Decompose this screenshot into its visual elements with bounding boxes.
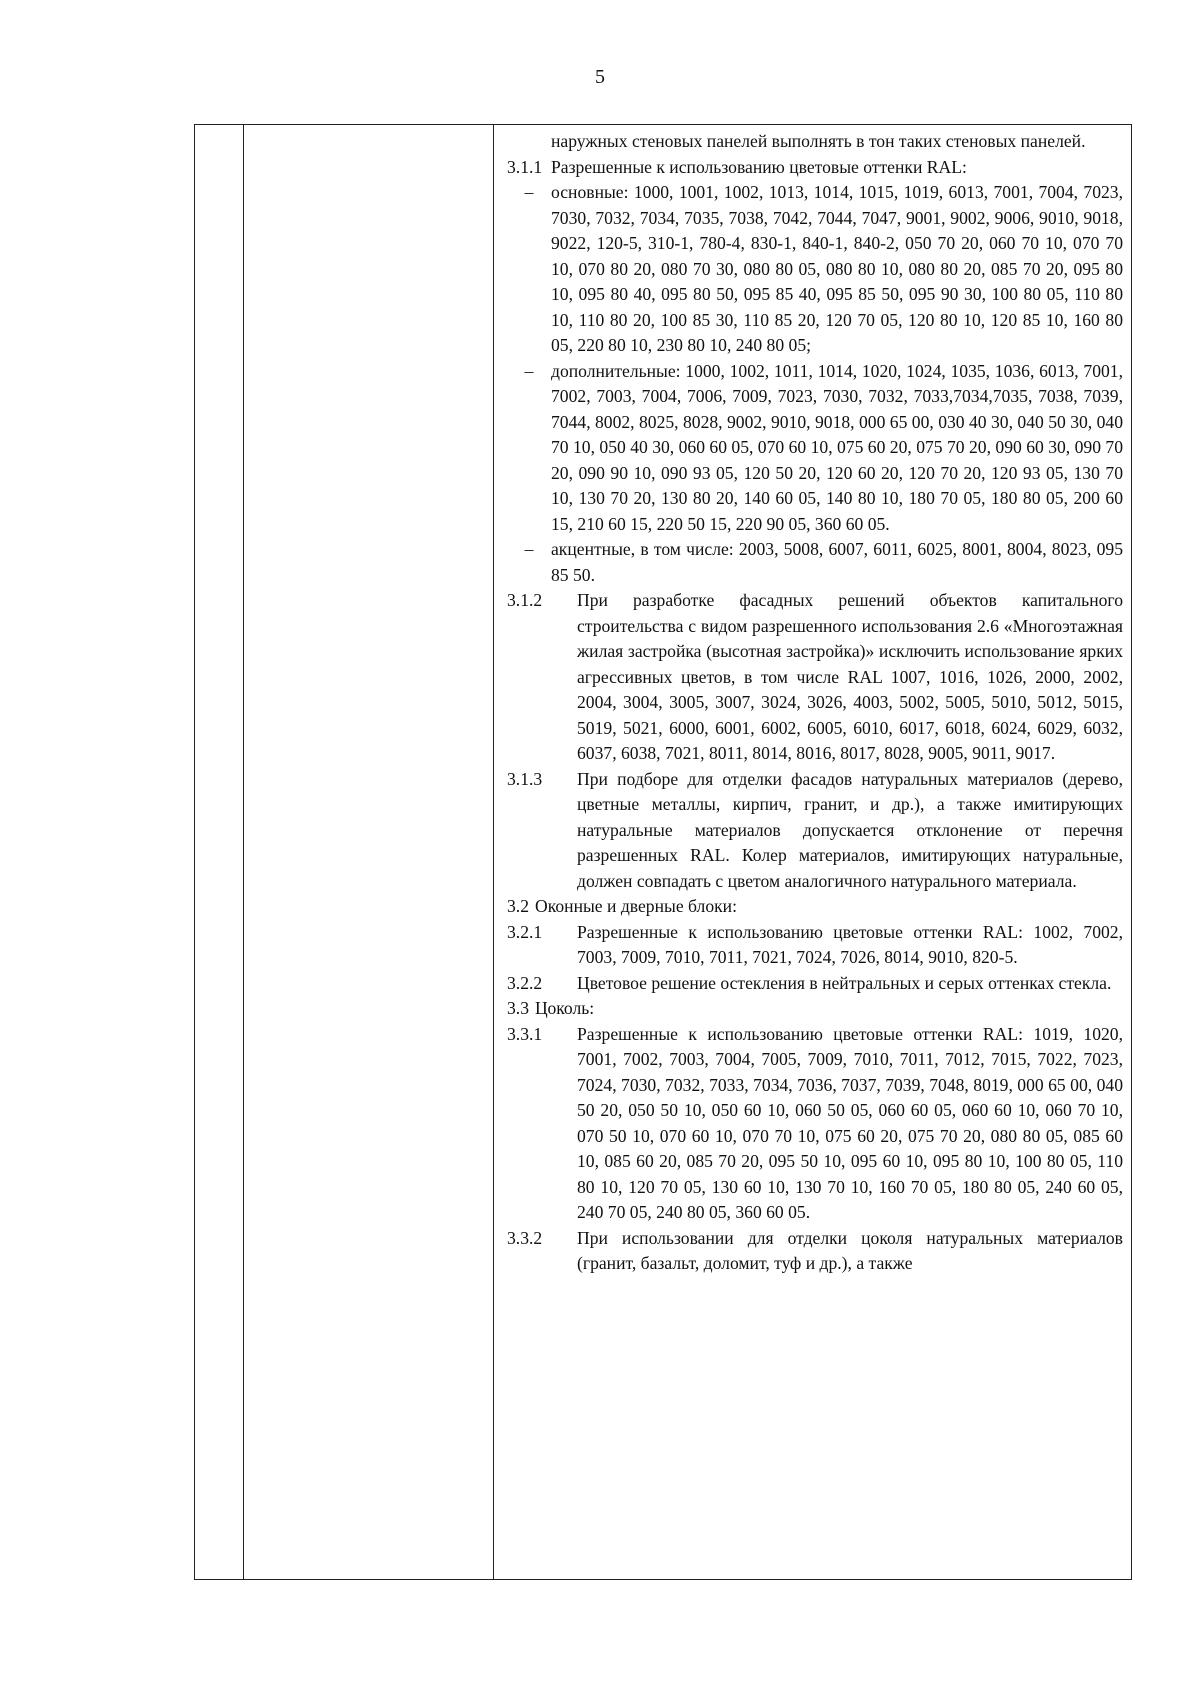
paragraph-3-2-2 xyxy=(507,971,1123,997)
paragraph-3-3-1 xyxy=(507,1022,1123,1226)
paragraph-number: 3.2.1 xyxy=(507,921,543,942)
list-dash: – xyxy=(524,360,534,381)
paragraph-text: При использовании для отделки цоколя натуральных материалов (гранит, базальт, доломит, туф и др.), а также xyxy=(577,1227,1123,1273)
paragraph-3-1-1 xyxy=(507,155,1123,181)
list-dash: – xyxy=(524,182,534,202)
paragraph-number: 3.1.3 xyxy=(507,768,543,789)
list-item-text: основные: 1000, 1001, 1002, 1013, 1014, 1015, 1019, 6013, 7001, 7004, 7023, 7030, 7032, 7034, 7035, 7038, 7042, 7044, 7047, 9001, 9002, 9006, 9010, 9018, 9022, 120-5, 310-1, 780-4, 830-1, 840-1, 840-2, 050 70 20, 060 70 10, 070 70 10, 070 80 20, 080 70 30, 080 80 05, 080 80 10, 080 80 20, 085 70 20, 095 80 10, 095 80 40, 095 80 50, 095 85 40, 095 85 50, 095 90 30, 100 80 05, 110 80 10, 110 80 20, 100 85 30, 110 85 20, 120 70 05, 120 80 10, 120 85 10, 160 80 05, 220 80 10, 230 80 10, 240 80 05; xyxy=(551,182,1123,355)
paragraph-number: 3.1.2 xyxy=(507,590,543,610)
paragraph-3-1-3 xyxy=(507,767,1123,895)
section-title: Оконные и дверные блоки: xyxy=(535,896,737,916)
paragraph-text: Разрешенные к использованию цветовые оттенки RAL: 1019, 1020, 7001, 7002, 7003, 7004, 7005, 7009, 7010, 7011, 7012, 7015, 7022, 7023, 7024, 7030, 7032, 7033, 7034, 7036, 7037, 7039, 7048, 8019, 000 65 00, 040 50 20, 050 50 10, 050 60 10, 060 50 05, 060 60 05, 060 60 10, 060 70 10, 070 50 10, 070 60 10, 070 70 10, 075 60 20, 075 70 20, 080 80 05, 085 60 10, 085 60 20, 085 70 20, 095 50 10, 095 60 10, 095 80 10, 100 80 05, 110 80 10, 120 70 05, 130 60 10, 130 70 10, 160 70 05, 180 80 05, 240 60 05, 240 70 05, 240 80 05, 360 60 05. xyxy=(577,1023,1123,1222)
table-column-divider xyxy=(243,125,244,1579)
paragraph-text: При подборе для отделки фасадов натуральных материалов (дерево, цветные металлы, кирпич, гранит, и др.), а также имитирующих натуральные материалов допускается отклонение от перечня разрешенных RAL. Колер материалов, имитирующих натуральные, должен совпадать с цветом аналогичного натурального материала. xyxy=(577,768,1123,891)
list-item-text: акцентные, в том числе: 2003, 5008, 6007, 6011, 6025, 8001, 8004, 8023, 095 85 50. xyxy=(551,539,1123,585)
section-number: 3.2 xyxy=(507,896,529,916)
paragraph-3-2-1 xyxy=(507,920,1123,971)
paragraph-number: 3.2.2 xyxy=(507,972,543,993)
paragraph-3-1-2 xyxy=(507,588,1123,767)
paragraph-text: При разработке фасадных решений объектов капитального строительства с видом разрешенного использования 2.6 «Многоэтажная жилая застройка (высотная застройка)» исключить использование ярких агрессивных цветов, в том числе RAL 1007, 1016, 1026, 2000, 2002, 2004, 3004, 3005, 3007, 3024, 3026, 4003, 5002, 5005, 5010, 5012, 5015, 5019, 5021, 6000, 6001, 6002, 6005, 6010, 6017, 6018, 6024, 6029, 6032, 6037, 6038, 7021, 8011, 8014, 8016, 8017, 8028, 9005, 9011, 9017. xyxy=(577,590,1123,763)
section-title: Цоколь: xyxy=(535,998,595,1018)
paragraph-text: Разрешенные к использованию цветовые оттенки RAL: 1002, 7002, 7003, 7009, 7010, 7011, 7021, 7024, 7026, 8014, 9010, 820-5. xyxy=(577,921,1123,967)
paragraph-continuation xyxy=(507,129,1123,155)
section-heading-3-3 xyxy=(507,996,1123,1022)
table-column-divider xyxy=(493,125,494,1579)
list-item-additional-colors xyxy=(507,359,1123,538)
list-dash: – xyxy=(524,539,534,559)
section-number: 3.3 xyxy=(507,998,529,1018)
page-number: 5 xyxy=(595,66,605,88)
table-cell-content xyxy=(507,129,1123,1277)
paragraph-3-3-2 xyxy=(507,1226,1123,1277)
paragraph-number: 3.1.1 xyxy=(507,156,543,177)
paragraph-number: 3.3.2 xyxy=(507,1227,543,1248)
paragraph-text: наружных стеновых панелей выполнять в тон таких стеновых панелей. xyxy=(551,131,1086,151)
section-heading-3-2 xyxy=(507,894,1123,920)
paragraph-text: Цветовое решение остекления в нейтральных и серых оттенках стекла. xyxy=(577,972,1112,993)
document-table xyxy=(194,124,1132,1580)
paragraph-number: 3.3.1 xyxy=(507,1023,543,1044)
paragraph-text: Разрешенные к использованию цветовые оттенки RAL: xyxy=(551,156,967,177)
list-item-text: дополнительные: 1000, 1002, 1011, 1014, 1020, 1024, 1035, 1036, 6013, 7001, 7002, 7003, 7004, 7006, 7009, 7023, 7030, 7032, 7033,7034,7035, 7038, 7039, 7044, 8002, 8025, 8028, 9002, 9010, 9018, 000 65 00, 030 40 30, 040 50 30, 040 70 10, 050 40 30, 060 60 05, 070 60 10, 075 60 20, 075 70 20, 090 60 30, 090 70 20, 090 90 10, 090 93 05, 120 50 20, 120 60 20, 120 70 20, 120 93 05, 130 70 10, 130 70 20, 130 80 20, 140 60 05, 140 80 10, 180 70 05, 180 80 05, 200 60 15, 210 60 15, 220 50 15, 220 90 05, 360 60 05. xyxy=(551,360,1123,534)
list-item-main-colors xyxy=(507,180,1123,359)
list-item-accent-colors xyxy=(507,537,1123,588)
